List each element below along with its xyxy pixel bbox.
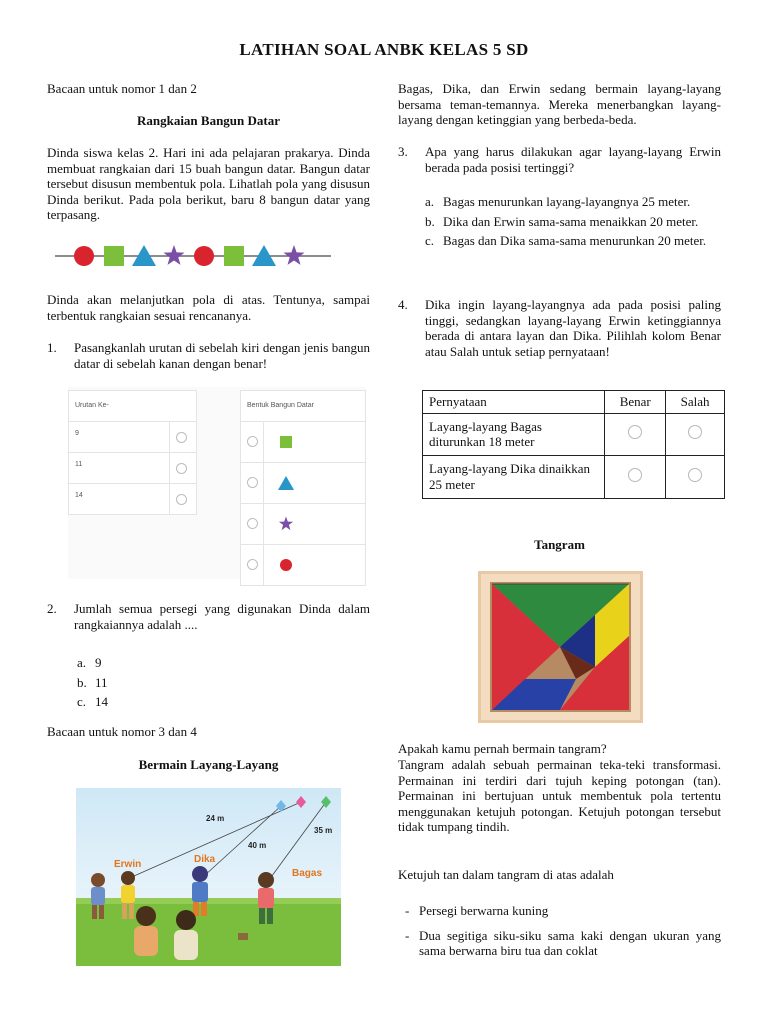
false-radio[interactable] (688, 468, 702, 482)
header-false: Salah (666, 391, 725, 414)
child-front-left (134, 906, 158, 956)
question-1 (47, 340, 370, 371)
label-bagas: Bagas (292, 868, 323, 879)
true-radio[interactable] (628, 425, 642, 439)
question-1-number: 1. (47, 340, 57, 355)
circle-shape (74, 246, 94, 266)
square-shape (224, 246, 244, 266)
label-40m: 40 m (248, 841, 267, 850)
match-row (241, 463, 365, 504)
match-radio[interactable] (176, 494, 187, 505)
star-icon (278, 516, 294, 532)
match-right-header: Bentuk Bangun Datar (241, 391, 365, 422)
true-false-table (422, 390, 725, 499)
question-3-number: 3. (398, 144, 408, 159)
list-item: - Persegi berwarna kuning (405, 903, 549, 918)
triangle-icon (277, 475, 295, 491)
list-item: - Dua segitiga siku-siku sama kaki dengan ukuran yang sama berwarna biru tua dan coklat (405, 927, 721, 958)
option-b[interactable]: b. 11 (77, 674, 108, 690)
match-left-table (68, 390, 197, 515)
question-3 (398, 144, 721, 175)
tangram-description: Tangram adalah sebuah permainan teka-teki transformasi. Permainan ini terdiri dari tujuh keping potongan (tan). Permainan ini bertujuan untuk membentuk pola tertentu menggunakan ketujuh potongan. Ketujuh potongan tersebut tidak tumpang tindih. (398, 757, 721, 834)
table-row (423, 413, 725, 455)
match-row (69, 484, 196, 514)
false-radio[interactable] (688, 425, 702, 439)
match-right-table (240, 390, 366, 586)
reading1-label: Bacaan untuk nomor 1 dan 2 (47, 81, 197, 96)
match-row (241, 422, 365, 463)
circle-shape (194, 246, 214, 266)
match-radio[interactable] (176, 463, 187, 474)
label-24m: 24 m (206, 814, 225, 823)
header-true: Benar (605, 391, 666, 414)
question-4-number: 4. (398, 297, 408, 312)
question-3-text: Apa yang harus dilakukan agar layang-layang Erwin berada pada posisi tertinggi? (425, 144, 721, 175)
match-radio[interactable] (247, 559, 258, 570)
table-row (423, 455, 725, 498)
reading1-text: Dinda siswa kelas 2. Hari ini ada pelajaran prakarya. Dinda membuat rangkaian dari 15 buah bangun datar. Bangun datar tersebut disusun membentuk pola. Lihatlah pola yang disusun Dinda berikut. Pada pola berikut, baru 8 bangun datar yang terpasang. (47, 145, 370, 222)
option-c[interactable]: c. 14 (77, 694, 108, 709)
true-radio[interactable] (628, 468, 642, 482)
question-2-text: Jumlah semua persegi yang digunakan Dinda dalam rangkaiannya adalah .... (74, 601, 370, 632)
option-a[interactable]: a. 9 (77, 655, 102, 670)
square-shape (104, 246, 124, 266)
reading1-title: Rangkaian Bangun Datar (136, 113, 281, 128)
tangram-question-intro: Apakah kamu pernah bermain tangram? (398, 741, 607, 756)
header-statement: Pernyataan (423, 391, 605, 414)
star-shape (284, 245, 305, 265)
match-order: 9 (75, 430, 79, 437)
question-2-number: 2. (47, 601, 57, 616)
matching-figure (68, 387, 366, 579)
kite-scene (76, 788, 341, 966)
question-2-options (77, 653, 197, 712)
match-radio[interactable] (176, 432, 187, 443)
kite-illustration (76, 788, 341, 966)
page-title: LATIHAN SOAL ANBK KELAS 5 SD (239, 40, 529, 59)
match-row (241, 504, 365, 545)
label-35m: 35 m (314, 826, 333, 835)
match-row (241, 545, 365, 585)
match-order: 11 (75, 461, 83, 468)
option-a[interactable]: a. Bagas menurunkan layang-layangnya 25 meter. (425, 194, 691, 209)
tangram-title: Tangram (534, 537, 585, 552)
question-4 (398, 297, 721, 359)
table-header-row (423, 391, 725, 414)
tangram-image (478, 571, 643, 723)
continue-text: Dinda akan melanjutkan pola di atas. Tentunya, sampai terbentuk rangkaian sesuai rencananya. (47, 292, 370, 323)
match-order: 14 (75, 492, 83, 499)
option-b[interactable]: b. Dika dan Erwin sama-sama menaikkan 20 meter. (425, 213, 699, 229)
label-dika: Dika (194, 854, 216, 865)
question-3-options (425, 194, 721, 249)
reading2-label: Bacaan untuk nomor 3 dan 4 (47, 724, 197, 739)
statement-cell: Layang-layang Bagas diturunkan 18 meter (423, 413, 605, 455)
question-2 (47, 601, 370, 632)
match-row (69, 422, 196, 453)
kite-intro-text: Bagas, Dika, dan Erwin sedang bermain layang-layang bersama teman-temannya. Mereka menerbangkan layang-layang dengan ketinggian yang berbeda-beda. (398, 81, 721, 127)
match-radio[interactable] (247, 436, 258, 447)
match-row (69, 453, 196, 484)
reading2-title: Bermain Layang-Layang (138, 757, 279, 772)
shape-pattern (55, 240, 331, 272)
match-radio[interactable] (247, 518, 258, 529)
circle-icon (279, 558, 293, 572)
tangram-question: Ketujuh tan dalam tangram di atas adalah (398, 867, 614, 882)
label-erwin: Erwin (114, 859, 142, 870)
square-icon (279, 435, 293, 449)
child-front-middle (174, 910, 198, 960)
basket (238, 933, 248, 940)
tangram-statement-list (398, 903, 721, 968)
option-c[interactable]: c. Bagas dan Dika sama-sama menurunkan 20 meter. (425, 233, 707, 248)
match-radio[interactable] (247, 477, 258, 488)
question-4-text: Dika ingin layang-layangnya ada pada posisi paling tinggi, sedangkan layang-layang Erwin ketinggiannya berada di antara layan dan Dika. Pilihlah kolom Benar atau Salah untuk setiap pernyataan! (425, 297, 721, 359)
star-shape (164, 245, 185, 265)
statement-cell: Layang-layang Dika dinaikkan 25 meter (423, 455, 605, 498)
question-1-text: Pasangkanlah urutan di sebelah kiri dengan jenis bangun datar di sebelah kanan dengan benar! (74, 340, 370, 371)
match-left-header: Urutan Ke- (69, 391, 196, 422)
